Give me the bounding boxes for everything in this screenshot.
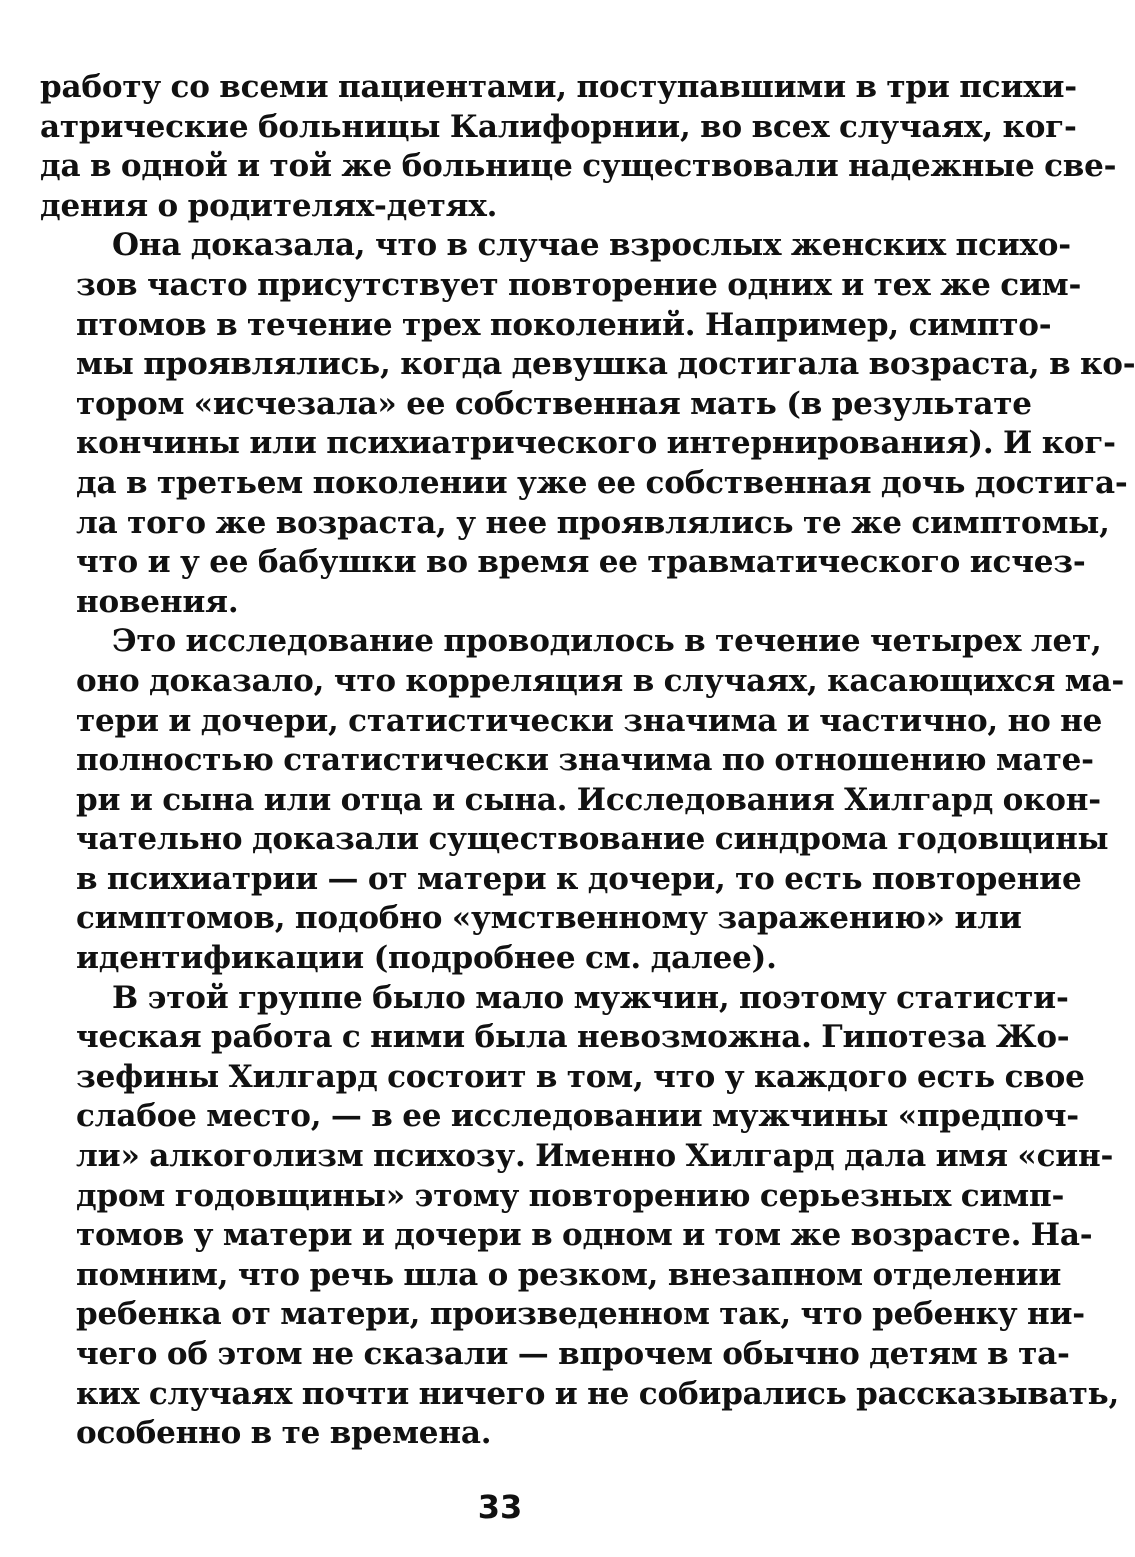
text-line: птомов в течение трех поколений. Например, симпто- <box>76 306 1052 343</box>
text-line: зов часто присутствует повторение одних и тех же сим- <box>76 266 1082 303</box>
page-number: 33 <box>477 1488 523 1526</box>
text-line: ческая работа с ними была невозможна. Гипотеза Жо- <box>76 1019 1070 1056</box>
text-line: Это исследование проводилось в течение четырех лет, <box>112 623 1102 660</box>
text-line: ла того же возраста, у нее проявлялись те же симптомы, <box>76 504 1110 541</box>
paragraph <box>40 226 1135 622</box>
paragraph <box>40 68 1117 226</box>
text-line: особенно в те времена. <box>76 1415 492 1452</box>
text-line: ри и сына или отца и сына. Исследования Хилгард окон- <box>76 781 1101 818</box>
text-line: кончины или психиатрического интернирования). И ког- <box>76 425 1116 462</box>
text-line: тери и дочери, статистически значима и частично, но не <box>76 702 1103 739</box>
page-body <box>40 68 1135 1454</box>
text-line: идентификации (подробнее см. далее). <box>76 940 777 977</box>
text-line: дения о родителях-детях. <box>40 187 498 224</box>
text-line: работу со всеми пациентами, поступавшими в три психи- <box>40 69 1077 105</box>
text-line: дром годовщины» этому повторению серьезных симп- <box>76 1177 1065 1214</box>
text-line: томов у матери и дочери в одном и том же возрасте. На- <box>76 1217 1093 1254</box>
text-line: чего об этом не сказали — впрочем обычно детям в та- <box>76 1336 1070 1372</box>
text-line: полностью статистически значима по отношению мате- <box>76 742 1094 779</box>
paragraph <box>40 622 1125 978</box>
text-line: Она доказала, что в случае взрослых женских психо- <box>112 227 1071 264</box>
paragraph <box>40 979 1120 1454</box>
text-line: ких случаях почти ничего и не собирались рассказывать, <box>76 1375 1120 1412</box>
text-line: В этой группе было мало мужчин, поэтому статисти- <box>112 979 1069 1016</box>
text-line: мы проявлялись, когда девушка достигала возраста, в ко- <box>76 346 1135 383</box>
text-line: оно доказало, что корреляция в случаях, касающихся ма- <box>76 662 1125 699</box>
text-line: тором «исчезала» ее собственная мать (в результате <box>76 385 1032 422</box>
text-line: новения. <box>76 583 239 620</box>
text-line: в психиатрии — от матери к дочери, то есть повторение <box>76 860 1082 897</box>
text-line: ребенка от матери, произведенном так, что ребенку ни- <box>76 1296 1085 1333</box>
text-line: атрические больницы Калифорнии, во всех случаях, ког- <box>40 108 1077 145</box>
text-line: да в третьем поколении уже ее собственная дочь достига- <box>76 464 1128 501</box>
text-line: да в одной и той же больнице существовали надежные све- <box>40 148 1117 185</box>
text-line: симптомов, подобно «умственному заражению» или <box>76 900 1022 937</box>
text-line: зефины Хилгард состоит в том, что у каждого есть свое <box>76 1058 1085 1095</box>
text-line: чательно доказали существование синдрома годовщины <box>76 821 1109 858</box>
text-line: слабое место, — в ее исследовании мужчины «предпоч- <box>76 1098 1079 1135</box>
text-line: ли» алкоголизм психозу. Именно Хилгард дала имя «син- <box>76 1138 1114 1175</box>
text-line: помним, что речь шла о резком, внезапном отделении <box>76 1256 1062 1293</box>
text-line: что и у ее бабушки во время ее травматического исчез- <box>76 544 1086 581</box>
